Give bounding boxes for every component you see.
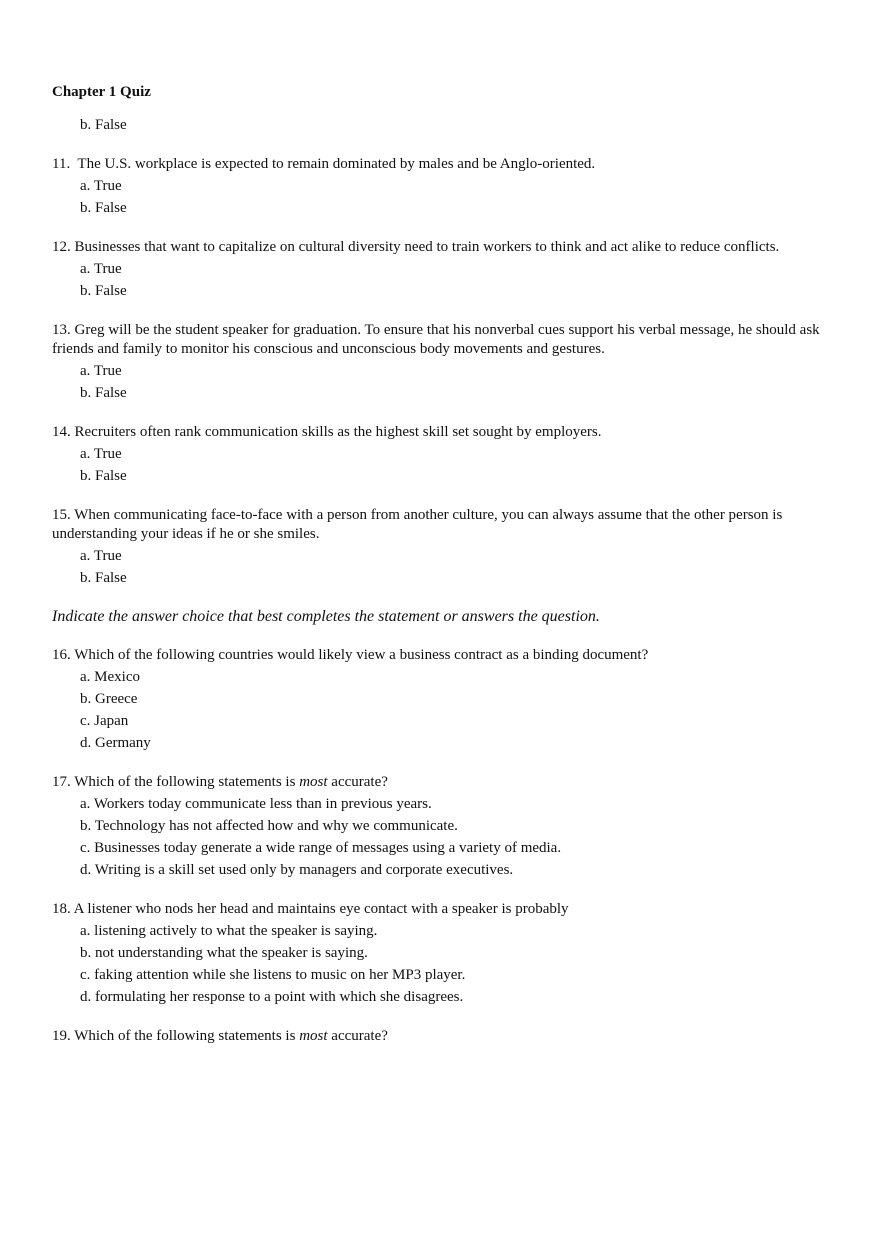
answer-options bbox=[52, 922, 832, 1007]
question-15 bbox=[52, 506, 832, 588]
answer-option: d. formulating her response to a point with which she disagrees. bbox=[80, 989, 464, 1005]
question-stem bbox=[52, 900, 832, 919]
answer-option: b. False bbox=[80, 283, 127, 299]
question-stem: 14. Recruiters often rank communication skills as the highest skill set sought by employers. bbox=[52, 424, 602, 440]
answer-option: b. False bbox=[80, 385, 127, 401]
stem-text: 18. A listener who nods her head and maintains eye contact with a speaker is probably bbox=[52, 901, 569, 917]
stem-emphasis: most bbox=[299, 1028, 328, 1044]
question-17 bbox=[52, 773, 832, 880]
answer-option: b. False bbox=[80, 468, 127, 484]
quiz-page bbox=[52, 83, 832, 1046]
answer-option: a. True bbox=[80, 548, 122, 564]
answer-option: d. Writing is a skill set used only by managers and corporate executives. bbox=[80, 862, 514, 878]
question-stem bbox=[52, 773, 832, 792]
answer-option: a. Workers today communicate less than in previous years. bbox=[80, 796, 432, 812]
question-13 bbox=[52, 321, 832, 403]
answer-option: b. not understanding what the speaker is saying. bbox=[80, 945, 368, 961]
answer-option: c. Businesses today generate a wide range of messages using a variety of media. bbox=[80, 840, 562, 856]
answer-option: b. Technology has not affected how and why we communicate. bbox=[80, 818, 458, 834]
answer-option: c. faking attention while she listens to music on her MP3 player. bbox=[80, 967, 466, 983]
answer-options bbox=[52, 795, 832, 880]
answer-option: b. False bbox=[80, 570, 127, 586]
answer-option: a. True bbox=[80, 261, 122, 277]
stem-emphasis: most bbox=[299, 774, 328, 790]
stem-text: 16. Which of the following countries would likely view a business contract as a binding document? bbox=[52, 647, 649, 663]
question-stem: 13. Greg will be the student speaker for graduation. To ensure that his nonverbal cues support his verbal message, he should ask friends and family to monitor his conscious and unconscious body movements and gestures. bbox=[52, 322, 824, 357]
answer-option: a. True bbox=[80, 446, 122, 462]
question-stem bbox=[52, 1027, 832, 1046]
answer-option: d. Germany bbox=[80, 735, 151, 751]
page-title: Chapter 1 Quiz bbox=[52, 84, 151, 100]
question-14 bbox=[52, 423, 832, 486]
answer-option: a. True bbox=[80, 363, 122, 379]
answer-options bbox=[52, 260, 832, 301]
answer-option: b. False bbox=[80, 200, 127, 216]
question-11 bbox=[52, 155, 832, 218]
answer-options bbox=[52, 445, 832, 486]
answer-option: a. listening actively to what the speaker is saying. bbox=[80, 923, 378, 939]
question-stem bbox=[52, 646, 832, 665]
stem-text: 17. Which of the following statements is bbox=[52, 774, 300, 790]
question-stem: 11. The U.S. workplace is expected to remain dominated by males and be Anglo-oriented. bbox=[52, 156, 596, 172]
answer-options bbox=[52, 177, 832, 218]
answer-options bbox=[52, 547, 832, 588]
answer-option: a. Mexico bbox=[80, 669, 140, 685]
question-stem: 15. When communicating face-to-face with a person from another culture, you can always assume that the other person is understanding your ideas if he or she smiles. bbox=[52, 507, 787, 542]
question-19 bbox=[52, 1027, 832, 1046]
answer-option: a. True bbox=[80, 178, 122, 194]
answer-option: b. Greece bbox=[80, 691, 138, 707]
stem-text: 19. Which of the following statements is bbox=[52, 1028, 300, 1044]
question-18 bbox=[52, 900, 832, 1007]
question-stem: 12. Businesses that want to capitalize on cultural diversity need to train workers to think and act alike to reduce conflicts. bbox=[52, 239, 780, 255]
answer-options bbox=[52, 668, 832, 753]
answer-option: c. Japan bbox=[80, 713, 129, 729]
answer-options bbox=[52, 362, 832, 403]
section-instruction: Indicate the answer choice that best completes the statement or answers the question. bbox=[52, 608, 600, 625]
question-12 bbox=[52, 238, 832, 301]
stem-text-end: accurate? bbox=[327, 774, 388, 790]
stem-text-end: accurate? bbox=[327, 1028, 388, 1044]
question-16 bbox=[52, 646, 832, 753]
carryover-option: b. False bbox=[80, 117, 127, 133]
